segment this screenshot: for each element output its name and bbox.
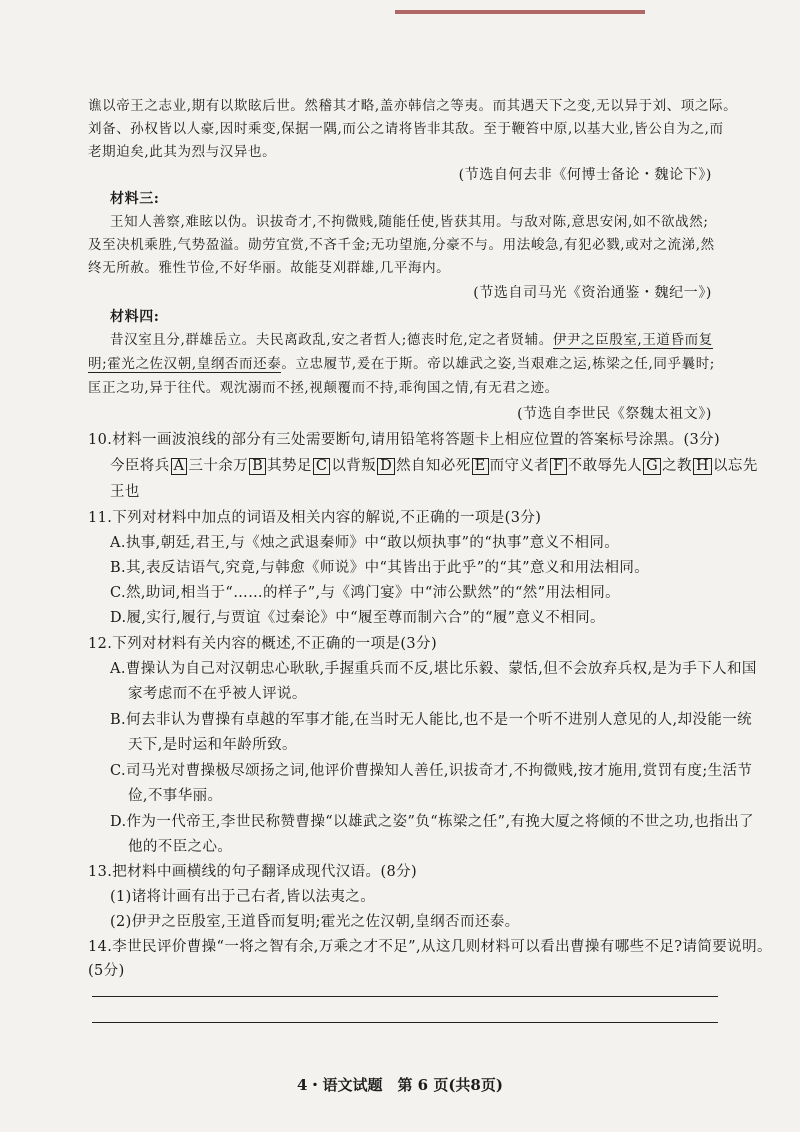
material-3-line-2: 及至决机乘胜,气势盈溢。勋劳宜赏,不吝千金;无功望施,分豪不与。用法峻急,有犯必戮,或对之流涕,然 <box>88 237 715 253</box>
underlined-sentence-part-2: 明;霍光之佐汉朝,皇纲否而还泰 <box>88 356 282 372</box>
question-10-stem: 10.材料一画波浪线的部分有三处需要断句,请用铅笔将答题卡上相应位置的答案标号涂黑。(3分) <box>88 432 721 448</box>
answer-mark-h[interactable]: H <box>693 458 712 475</box>
material-4-line-2 <box>88 354 715 374</box>
question-13-sentence-1: (1)诸将计画有出于己右者,皆以法夷之。 <box>110 889 376 905</box>
text-line-top-2: 刘备、孙权皆以人豪,因时乘变,保据一隅,而公之请将皆非其敌。至于鞭笞中原,以基大业,皆公自为之,而 <box>88 121 724 137</box>
question-12-stem: 12.下列对材料有关内容的概述,不正确的一项是(3分) <box>88 636 438 652</box>
answer-mark-a[interactable]: A <box>171 458 188 475</box>
text-line-top-1: 谯以帝王之志业,期有以欺眩后世。然稽其才略,盖亦韩信之等夷。而其遇天下之变,无以异于刘、项之际。 <box>88 98 738 114</box>
material-4-line-1 <box>110 330 713 350</box>
question-11-option-d: D.履,实行,履行,与贾谊《过秦论》中“履至尊而制六合”的“履”意义不相同。 <box>110 610 605 626</box>
question-12-option-c: C.司马光对曹操极尽颂扬之词,他评价曹操知人善任,识拔奇才,不拘微贱,按才施用,赏罚有度;生活节 <box>110 763 753 779</box>
material-3-line-3: 终无所赦。雅性节俭,不好华丽。故能芟刈群雄,几平海内。 <box>88 260 451 276</box>
underlined-sentence-part-1: 伊尹之臣殷室,王道昏而复 <box>552 332 713 348</box>
answer-mark-e[interactable]: E <box>472 458 489 475</box>
page-footer: 4・语文试题 第 6 页(共8页) <box>297 1076 503 1094</box>
material-3-heading: 材料三: <box>110 191 160 207</box>
q10-segment: 三十余万 <box>188 458 249 474</box>
question-12-option-a: A.曹操认为自己对汉朝忠心耿耿,手握重兵而不反,堪比乐毅、蒙恬,但不会放弃兵权,是为手下人和国 <box>110 661 757 677</box>
q10-segment: 今臣将兵 <box>110 458 170 474</box>
material-4-heading: 材料四: <box>110 309 160 325</box>
question-14-points: (5分) <box>88 963 125 979</box>
q10-segment: 然自知必死 <box>396 458 471 474</box>
question-11-option-c: C.然,助词,相当于“……的样子”,与《鸿门宴》中“沛公默然”的“然”用法相同。 <box>110 585 620 601</box>
q10-segment: 以忘先 <box>713 458 758 474</box>
q10-segment: 以背叛 <box>331 458 377 474</box>
question-12-option-b-cont: 天下,是时运和年龄所致。 <box>128 737 297 753</box>
answer-line[interactable] <box>92 1022 718 1023</box>
answer-mark-f[interactable]: F <box>550 458 566 475</box>
material-4-line-2-text: 。立忠履节,爰在于斯。帝以雄武之姿,当艰难之运,栋梁之任,同乎曩时; <box>281 356 715 372</box>
question-12-option-b: B.何去非认为曹操有卓越的军事才能,在当时无人能比,也不是一个听不进别人意见的人,却没能一统 <box>110 712 752 728</box>
source-material-3: (节选自司马光《资治通鉴・魏纪一》) <box>473 285 712 301</box>
q10-segment: 其势足 <box>267 458 312 474</box>
question-10-sentence <box>110 456 758 476</box>
question-12-option-c-cont: 俭,不事华丽。 <box>128 788 223 804</box>
q10-segment: 不敢辱先人 <box>567 458 643 474</box>
question-12-option-d-cont: 他的不臣之心。 <box>128 839 233 855</box>
material-4-line-3: 匡正之功,异于往代。观沈溺而不拯,视颠覆而不持,乖徇国之情,有无君之迹。 <box>88 380 559 396</box>
source-material-4: (节选自李世民《祭魏太祖文》) <box>517 406 712 422</box>
question-12-option-d: D.作为一代帝王,李世民称赞曹操“以雄武之姿”负“栋梁之任”,有挽大厦之将倾的不世之功,也指出了 <box>110 814 754 830</box>
top-edge-mark <box>395 10 645 14</box>
material-4-line-1-text: 昔汉室且分,群雄岳立。夫民离政乱,安之者哲人;德丧时危,定之者贤辅。 <box>110 332 553 348</box>
question-11-option-b: B.其,表反诘语气,究竟,与韩愈《师说》中“其皆出于此乎”的“其”意义和用法相同。 <box>110 560 650 576</box>
answer-mark-d[interactable]: D <box>377 458 395 475</box>
q10-segment: 而守义者 <box>489 458 550 474</box>
question-12-option-a-cont: 家考虑而不在乎被人评说。 <box>128 686 307 702</box>
answer-mark-c[interactable]: C <box>313 458 331 475</box>
question-13-stem: 13.把材料中画横线的句子翻译成现代汉语。(8分) <box>88 864 418 880</box>
question-13-sentence-2: (2)伊尹之臣殷室,王道昏而复明;霍光之佐汉朝,皇纲否而还泰。 <box>110 914 520 930</box>
q10-segment: 之教 <box>662 458 692 474</box>
material-3-line-1: 王知人善察,难眩以伪。识拔奇才,不拘微贱,随能任使,皆获其用。与敌对陈,意思安闲,如不欲战然; <box>110 214 709 230</box>
source-material-2: (节选自何去非《何博士备论・魏论下》) <box>458 167 712 183</box>
question-14-stem: 14.李世民评价曹操“一将之智有余,万乘之才不足”,从这几则材料可以看出曹操有哪些不足?请简要说明。 <box>88 939 772 955</box>
question-10-sentence-tail: 王也 <box>110 484 140 500</box>
question-11-option-a: A.执事,朝廷,君王,与《烛之武退秦师》中“敢以烦执事”的“执事”意义不相同。 <box>110 535 620 551</box>
text-line-top-3: 老期迫矣,此其为烈与汉异也。 <box>88 144 277 160</box>
answer-mark-g[interactable]: G <box>643 458 661 475</box>
answer-mark-b[interactable]: B <box>249 458 266 475</box>
answer-line[interactable] <box>92 996 718 997</box>
question-11-stem: 11.下列对材料中加点的词语及相关内容的解说,不正确的一项是(3分) <box>88 510 542 526</box>
